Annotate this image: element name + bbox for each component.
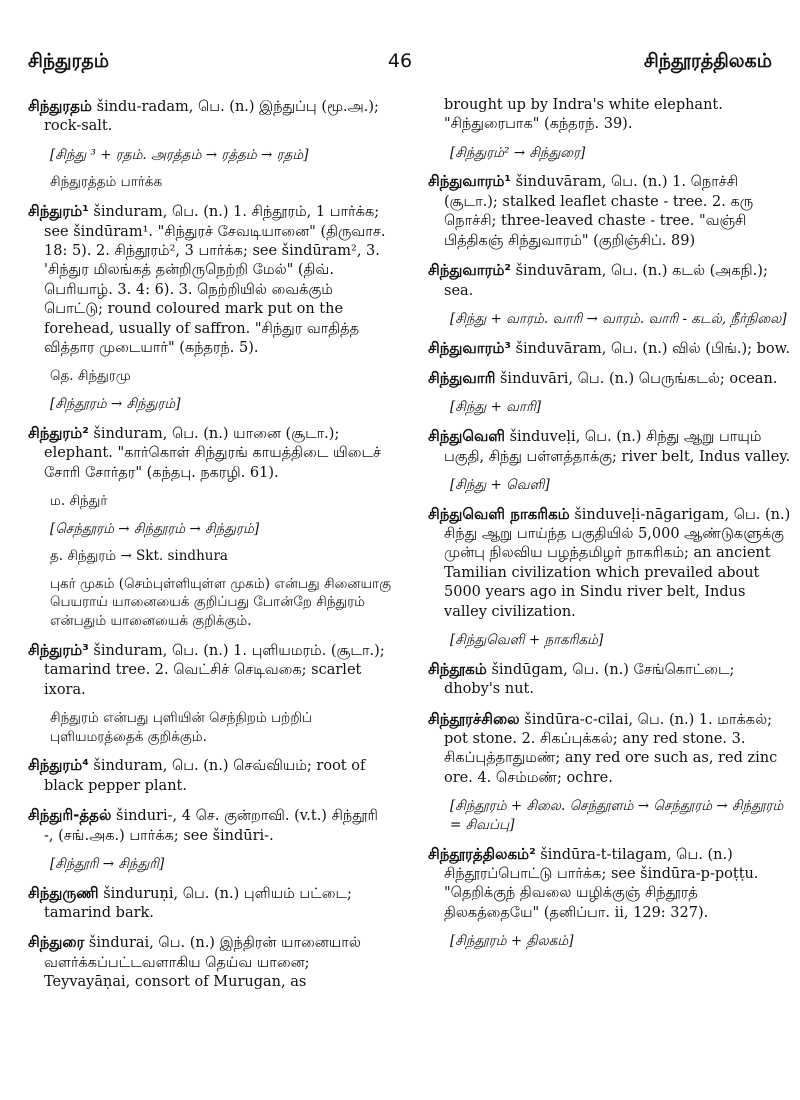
dictionary-entry	[28, 423, 392, 483]
definition: šindūgam, பெ. (n.) சேங்கொட்டை; dhoby's nut.	[444, 661, 735, 698]
etymology-note: [செந்தூரம் → சிந்தூரம் → சிந்துரம்]	[50, 520, 260, 537]
headword: சிந்தூரச்சிலை	[428, 709, 520, 728]
definition: šindu-radam, பெ. (n.) இந்துப்பு (மூ.அ.); rock-salt.	[44, 99, 379, 135]
sub-note: த. சிந்துரம் → Skt. sindhura	[50, 548, 228, 565]
definition: šinduram, பெ. (n.) 1. புளியமரம். (சூடா.); tamarind tree. 2. வெட்சிச் செடிவகை; scarlet ixora.	[44, 642, 385, 698]
headword: சிந்தூரத்திலகம்²	[428, 844, 536, 863]
etymology-note: [சிந்துவெளி + நாகரிகம்]	[450, 632, 604, 649]
etymology-note: [சிந்தூரம் → சிந்துரம்]	[50, 396, 181, 413]
etymology-note: [சிந்தூரம் + சிலை. செந்தூளம் → செந்தூரம் → சிந்தூரம் = சிவப்பு]	[450, 798, 784, 833]
right-column	[428, 96, 792, 960]
definition: šinduri-, 4 செ. குன்றாவி. (v.t.) சிந்தூரி -, (சங்.அக.) பார்க்க; see šindūri-.	[44, 808, 378, 844]
dictionary-entry	[28, 883, 392, 924]
headword: சிந்துரம்⁴	[28, 756, 89, 775]
dictionary-entry	[428, 171, 792, 251]
dictionary-entry	[28, 640, 392, 700]
definition: šinduruṇi, பெ. (n.) புளியம் பட்டை; tamarind bark.	[44, 885, 352, 921]
definition: šinduram, பெ. (n.) யானை (சூடா.); elephant. "கார்கொள் சிந்துரங் காயத்திடை யிடைச் சோரி சோர்தர" (கந்தபு. நகரழி. 61).	[44, 425, 382, 481]
definition: šindūra-t-tilagam, பெ. (n.) சிந்தூரப்பொட்டு பார்க்க; see šindūra-p-poṭṭu. "தெறிக்குந் திவலை யழிக்குஞ் சிந்தூரத் திலகத்தையே" (தனிப்பா. ii, 129: 327).	[444, 846, 759, 921]
definition: šinduvāram, பெ. (n.) கடல் (அகநி.); sea.	[444, 263, 768, 299]
dictionary-entry	[428, 659, 792, 700]
headword: சிந்துவாரம்²	[428, 261, 511, 280]
running-head-left: சிந்துரதம்	[28, 50, 110, 72]
headword: சிந்துரை	[28, 933, 85, 952]
headword: சிந்துரம்²	[28, 423, 89, 442]
sub-note: சிந்துரம் என்பது புளியின் செந்நிறம் பற்றிப் புளியமரத்தைக் குறிக்கும்.	[50, 710, 313, 745]
headword: சிந்துரதம்	[28, 97, 92, 115]
definition: šinduvāri, பெ. (n.) பெருங்கடல்; ocean.	[495, 371, 778, 388]
dictionary-entry	[28, 805, 392, 846]
headword: சிந்துவெளி நாகரிகம்	[428, 504, 570, 523]
headword: சிந்துருணி	[28, 883, 99, 902]
sub-note: தெ. சிந்துரமு	[50, 368, 131, 385]
definition: šindurai, பெ. (n.) இந்திரன் யானையால் வளர்க்கப்பட்டவளாகிய தெய்வ யானை; Teyvayāṇai, consort of Murugan, as	[44, 935, 361, 991]
page-number: 46	[387, 50, 413, 72]
etymology-note: [சிந்து + வாரி]	[450, 399, 542, 416]
headword: சிந்துவெளி	[428, 427, 505, 446]
dictionary-entry	[428, 260, 792, 301]
dictionary-entry	[428, 504, 792, 623]
headword: சிந்துரம்³	[28, 640, 89, 659]
definition: šindūra-c-cilai, பெ. (n.) 1. மாக்கல்; pot stone. 2. சிகப்புக்கல்; any red stone. 3. சிகப்புத்தாதுமண்; any red ore such as, red zinc ore. 4. செம்மண்; ochre.	[444, 711, 778, 786]
sub-note: ம. சிந்துர்	[50, 492, 108, 509]
definition: šinduram, பெ. (n.) 1. சிந்தூரம், 1 பார்க்க; see šindūram¹. "சிந்துரச் சேவடியானை" (திருவாச. 18: 5). 2. சிந்தூரம்², 3 பார்க்க; see šindūram², 3. 'சிந்துர மிலங்கத் தன்றிருநெற்றி மேல்" (திவ். பெரியாழ். 3. 4: 6). 3. நெற்றியில் வைக்கும் பொட்டு; round coloured mark put on the forehead, usually of saffron. "சிந்துர வாதித்த வித்தார முடையார்" (கந்தரந். 5).	[44, 204, 386, 357]
dictionary-entry	[428, 338, 792, 359]
sub-note: புகர் முகம் (செம்புள்ளியுள்ள முகம்) என்பது சினையாகு பெயராய் யானையைக் குறிப்பது போன்றே சிந்துரம் என்பதும் யானையைக் குறிக்கும்.	[50, 575, 392, 630]
headword: சிந்தூகம்	[428, 659, 487, 678]
dictionary-entry	[428, 368, 792, 389]
etymology-note: [சிந்துரம்² → சிந்துரை]	[450, 144, 586, 161]
dictionary-entry	[428, 709, 792, 789]
etymology-note: [சிந்து + வெளி]	[450, 476, 550, 493]
etymology-note: [சிந்து ³ + ரதம். அரத்தம் → ரத்தம் → ரதம்]	[50, 146, 309, 163]
headword: சிந்துரி-த்தல்	[28, 806, 112, 825]
definition: šinduveḷi-nāgarigam, பெ. (n.) சிந்து ஆறு பாய்ந்த பகுதியில் 5,000 ஆண்டுகளுக்கு முன்பு நிலவிய பழந்தமிழர் நாகரிகம்; an ancient Tamilian civilization which prevailed about 5000 years ago in Sindu river belt, Indus valley civilization.	[444, 506, 791, 620]
definition: šinduvāram, பெ. (n.) 1. நொச்சி (சூடா.); stalked leaflet chaste - tree. 2. கரு நொச்சி; three-leaved chaste - tree. "வஞ்சி பித்திகஞ் சிந்துவாரம்" (குறிஞ்சிப். 89)	[444, 174, 754, 249]
definition: šinduvāram, பெ. (n.) வில் (பிங்.); bow.	[510, 340, 790, 357]
sub-note: சிந்துரத்தம் பார்க்க	[50, 174, 163, 191]
running-head-right: சிந்தூரத்திலகம்	[643, 50, 772, 72]
dictionary-entry	[28, 932, 392, 992]
etymology-note: [சிந்தூரி → சிந்துரி]	[50, 855, 165, 872]
dictionary-entry	[28, 96, 392, 137]
etymology-note: [சிந்தூரம் + திலகம்]	[450, 933, 574, 950]
dictionary-entry	[428, 844, 792, 924]
headword: சிந்துவாரம்¹	[428, 172, 511, 191]
etymology-note: [சிந்து + வாரம். வாரி → வாரம். வாரி - கடல், நீர்நிலை]	[450, 311, 787, 327]
dictionary-entry	[428, 426, 792, 467]
dictionary-entry	[28, 755, 392, 796]
definition: šinduveḷi, பெ. (n.) சிந்து ஆறு பாயும் பகுதி, சிந்து பள்ளத்தாக்கு; river belt, Indus valley.	[444, 429, 791, 465]
entry-continuation: brought up by Indra's white elephant. "சிந்துரைபாக" (கந்தரந். 39).	[444, 97, 723, 133]
definition: šinduram, பெ. (n.) செவ்வியம்; root of black pepper plant.	[44, 758, 366, 794]
headword: சிந்துரம்¹	[28, 202, 89, 221]
left-column	[28, 96, 392, 1002]
headword: சிந்துவாரி	[428, 369, 496, 388]
headword: சிந்துவாரம்³	[428, 338, 511, 357]
dictionary-entry	[28, 201, 392, 358]
